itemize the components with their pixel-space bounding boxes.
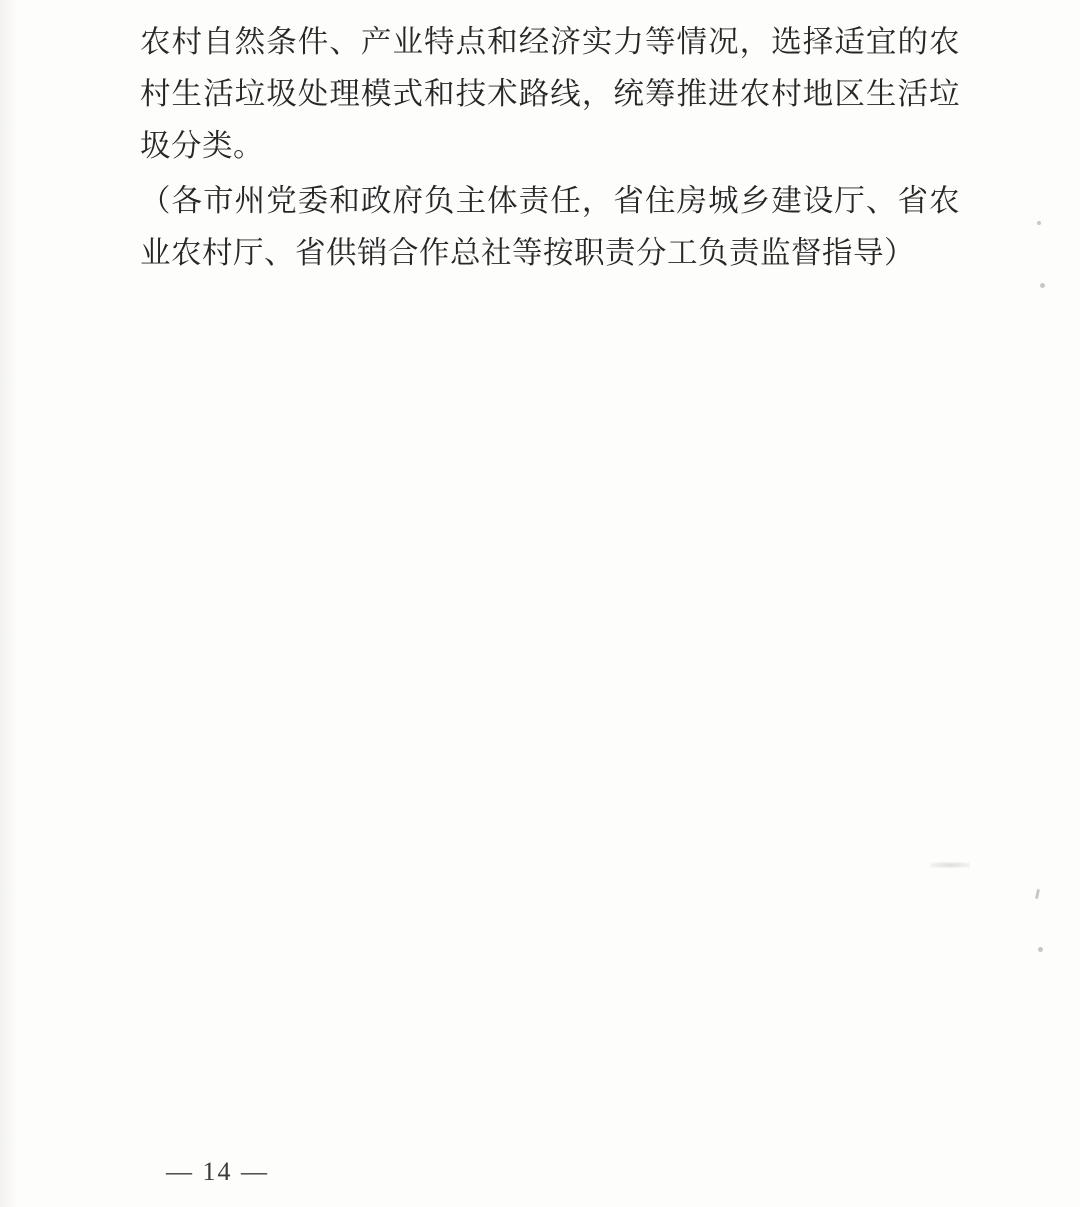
paragraph-2: （各市州党委和政府负主体责任，省住房城乡建设厅、省农业农村厅、省供销合作总社等按职责分工负责监督指导） — [140, 184, 960, 271]
scan-speck-artifact — [1038, 947, 1043, 952]
scan-smudge-artifact — [930, 862, 970, 868]
paragraph-1: 农村自然条件、产业特点和经济实力等情况，选择适宜的农村生活垃圾处理模式和技术路线，统筹推进农村地区生活垃圾分类。 — [140, 25, 960, 163]
page-number: — 14 — — [166, 1157, 269, 1186]
scan-speck-artifact — [1035, 889, 1040, 899]
scan-speck-artifact — [1040, 283, 1045, 288]
scan-speck-artifact — [1037, 221, 1041, 225]
body-text-block — [140, 16, 960, 282]
